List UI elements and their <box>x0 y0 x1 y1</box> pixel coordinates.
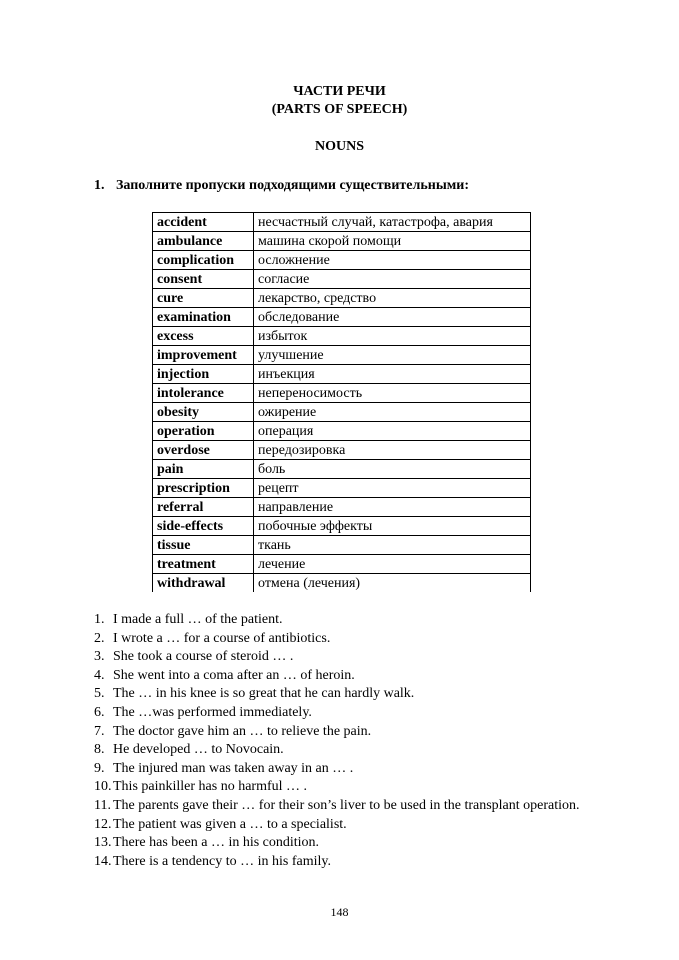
vocabulary-row <box>153 384 531 403</box>
vocabulary-term: treatment <box>153 555 254 574</box>
vocabulary-translation: операция <box>254 422 531 441</box>
sentence-number: 5. <box>94 686 105 702</box>
vocabulary-term: obesity <box>153 403 254 422</box>
sentence-text: I made a full … of the patient. <box>113 612 283 627</box>
vocabulary-row <box>153 517 531 536</box>
vocabulary-translation: направление <box>254 498 531 517</box>
vocabulary-translation: лечение <box>254 555 531 574</box>
page-title: ЧАСТИ РЕЧИ <box>293 84 386 99</box>
vocabulary-translation: улучшение <box>254 346 531 365</box>
sentence-number: 3. <box>94 649 105 665</box>
vocabulary-translation: рецепт <box>254 479 531 498</box>
page-number: 148 <box>330 905 349 919</box>
sentence-number: 10. <box>94 779 112 795</box>
sentence-number: 11. <box>94 797 111 813</box>
vocabulary-translation: побочные эффекты <box>254 517 531 536</box>
sentence-text: There has been a … in his condition. <box>113 835 320 851</box>
vocabulary-row <box>153 441 531 460</box>
sentence-number: 4. <box>94 667 105 683</box>
sentence-item <box>94 760 594 779</box>
vocabulary-term: intolerance <box>153 384 254 403</box>
sentence-text: He developed … to Novocain. <box>113 742 284 758</box>
sentence-item <box>94 853 594 872</box>
vocabulary-translation: боль <box>254 460 531 479</box>
vocabulary-translation: передозировка <box>254 441 531 460</box>
sentence-text: The parents gave their … for their son’s liver to be used in the transplant operation. <box>113 797 580 813</box>
vocabulary-row <box>153 555 531 574</box>
vocabulary-term: overdose <box>153 441 254 460</box>
sentence-item <box>94 778 594 797</box>
sentence-number: 8. <box>94 742 105 758</box>
sentence-text: There is a tendency to … in his family. <box>113 853 331 869</box>
sentence-number: 14. <box>94 853 112 869</box>
vocabulary-term: withdrawal <box>153 574 254 593</box>
vocabulary-term: referral <box>153 498 254 517</box>
vocabulary-translation: согласие <box>254 270 531 289</box>
vocabulary-row <box>153 308 531 327</box>
task-number: 1. <box>94 178 105 193</box>
vocabulary-row <box>153 289 531 308</box>
vocabulary-row <box>153 251 531 270</box>
sentence-text: The patient was given a … to a specialist. <box>113 816 347 832</box>
sentence-number: 9. <box>94 760 105 776</box>
vocabulary-term: examination <box>153 308 254 327</box>
sentence-number: 12. <box>94 816 112 832</box>
sentence-item <box>94 723 594 742</box>
vocabulary-term: accident <box>153 213 254 232</box>
vocabulary-translation: ткань <box>254 536 531 555</box>
vocabulary-term: pain <box>153 460 254 479</box>
vocabulary-row <box>153 365 531 384</box>
vocabulary-row <box>153 479 531 498</box>
vocabulary-row <box>153 498 531 517</box>
vocabulary-term: cure <box>153 289 254 308</box>
vocabulary-row <box>153 327 531 346</box>
vocabulary-row <box>153 403 531 422</box>
sentence-text: The … in his knee is so great that he can hardly walk. <box>113 686 415 702</box>
sentence-item <box>94 611 594 630</box>
vocabulary-translation: непереносимость <box>254 384 531 403</box>
sentence-item <box>94 630 594 649</box>
vocabulary-table <box>152 212 531 592</box>
sentence-text: This painkiller has no harmful … . <box>113 779 308 795</box>
sentence-text: She took a course of steroid … . <box>113 649 294 665</box>
sentence-item <box>94 741 594 760</box>
sentence-number: 1. <box>94 612 105 627</box>
exercise-sentences <box>94 611 594 871</box>
vocabulary-row <box>153 346 531 365</box>
sentence-number: 13. <box>94 835 112 851</box>
page-subtitle: (PARTS OF SPEECH) <box>271 102 408 117</box>
vocabulary-term: tissue <box>153 536 254 555</box>
vocabulary-translation: отмена (лечения) <box>254 574 531 593</box>
vocabulary-term: ambulance <box>153 232 254 251</box>
section-heading: NOUNS <box>314 139 364 154</box>
vocabulary-translation: лекарство, средство <box>254 289 531 308</box>
task-instruction <box>94 178 469 194</box>
sentence-text: The injured man was taken away in an … . <box>113 760 354 776</box>
sentence-number: 6. <box>94 704 105 720</box>
sentence-item <box>94 648 594 667</box>
sentence-item <box>94 834 594 853</box>
vocabulary-row <box>153 422 531 441</box>
sentence-text: I wrote a … for a course of antibiotics. <box>113 630 331 646</box>
vocabulary-term: operation <box>153 422 254 441</box>
vocabulary-translation: избыток <box>254 327 531 346</box>
sentence-item <box>94 685 594 704</box>
vocabulary-translation: инъекция <box>254 365 531 384</box>
vocabulary-term: prescription <box>153 479 254 498</box>
vocabulary-translation: ожирение <box>254 403 531 422</box>
sentence-item <box>94 667 594 686</box>
vocabulary-row <box>153 574 531 593</box>
vocabulary-row <box>153 213 531 232</box>
sentence-text: The doctor gave him an … to relieve the pain. <box>113 723 372 739</box>
vocabulary-term: side-effects <box>153 517 254 536</box>
vocabulary-term: consent <box>153 270 254 289</box>
sentence-number: 7. <box>94 723 105 739</box>
vocabulary-term: injection <box>153 365 254 384</box>
vocabulary-term: improvement <box>153 346 254 365</box>
vocabulary-row <box>153 270 531 289</box>
vocabulary-row <box>153 232 531 251</box>
vocabulary-row <box>153 460 531 479</box>
vocabulary-translation: обследование <box>254 308 531 327</box>
vocabulary-row <box>153 536 531 555</box>
sentence-item <box>94 797 594 816</box>
vocabulary-translation: осложнение <box>254 251 531 270</box>
vocabulary-translation: несчастный случай, катастрофа, авария <box>254 213 531 232</box>
vocabulary-term: excess <box>153 327 254 346</box>
vocabulary-translation: машина скорой помощи <box>254 232 531 251</box>
vocabulary-term: complication <box>153 251 254 270</box>
sentence-item <box>94 816 594 835</box>
sentence-item <box>94 704 594 723</box>
sentence-number: 2. <box>94 630 105 646</box>
sentence-text: She went into a coma after an … of heroin. <box>113 667 355 683</box>
task-text: Заполните пропуски подходящими существительными: <box>116 178 470 193</box>
sentence-text: The …was performed immediately. <box>113 704 312 720</box>
